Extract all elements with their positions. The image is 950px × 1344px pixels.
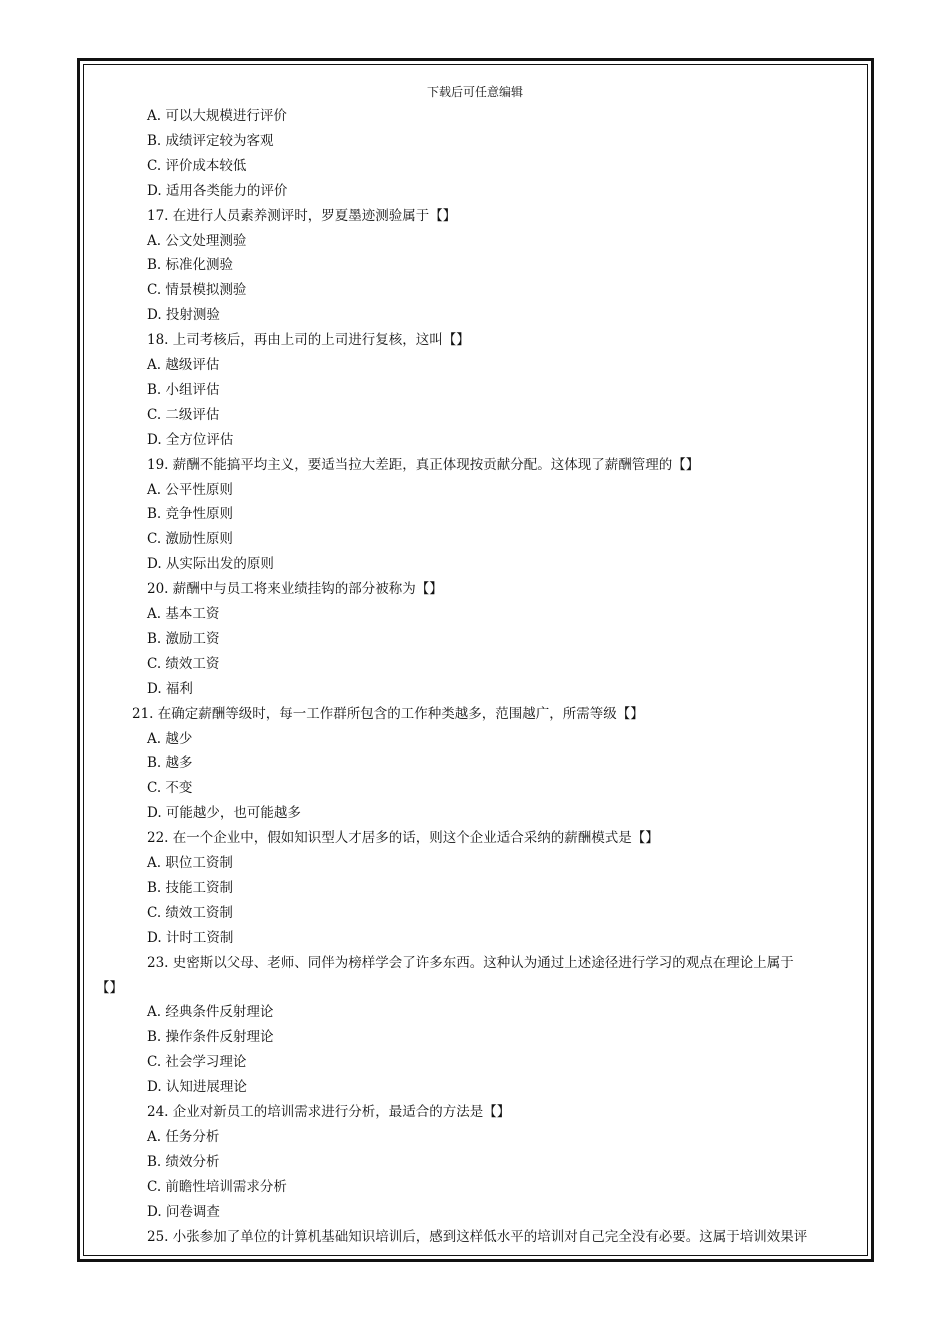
answer-option: A. 公文处理测验 <box>147 232 247 249</box>
answer-option: D. 认知进展理论 <box>147 1079 247 1096</box>
answer-option: A. 越级评估 <box>147 357 220 373</box>
answer-option: C. 激励性原则 <box>147 531 233 548</box>
page-header: 下载后可任意编辑 <box>426 85 523 99</box>
answer-option: C. 社会学习理论 <box>147 1054 247 1071</box>
question-stem: 17. 在进行人员素养测评时，罗夏墨迹测验属于【】 <box>147 207 457 224</box>
answer-option: B. 标准化测验 <box>147 257 234 274</box>
answer-option: B. 绩效分析 <box>147 1153 220 1170</box>
answer-option: D. 问卷调查 <box>147 1203 220 1220</box>
answer-option: B. 成绩评定较为客观 <box>147 132 274 149</box>
question-stem: 20. 薪酬中与员工将来业绩挂钩的部分被称为【】 <box>147 581 443 598</box>
answer-option: B. 技能工资制 <box>147 879 234 896</box>
answer-option: D. 适用各类能力的评价 <box>147 182 288 199</box>
question-stem: 19. 薪酬不能搞平均主义，要适当拉大差距，真正体现按贡献分配。这体现了薪酬管理的【】 <box>147 456 700 473</box>
answer-option: C. 评价成本较低 <box>147 157 247 174</box>
question-stem-continuation: 【】 <box>96 979 123 996</box>
question-stem: 23. 史密斯以父母、老师、同伴为榜样学会了许多东西。这种认为通过上述途径进行学习的观点在理论上属于 <box>147 954 794 971</box>
question-stem: 22. 在一个企业中，假如知识型人才居多的话，则这个企业适合采纳的薪酬模式是【】 <box>147 830 659 847</box>
answer-option: A. 可以大规模进行评价 <box>147 108 287 124</box>
answer-option: D. 从实际出发的原则 <box>147 556 274 573</box>
answer-option: C. 前瞻性培训需求分析 <box>147 1178 287 1195</box>
question-stem: 18. 上司考核后，再由上司的上司进行复核，这叫【】 <box>147 332 470 349</box>
answer-option: C. 绩效工资 <box>147 655 220 672</box>
answer-option: D. 福利 <box>147 680 193 697</box>
question-stem: 24. 企业对新员工的培训需求进行分析，最适合的方法是【】 <box>147 1104 511 1120</box>
answer-option: A. 基本工资 <box>147 606 220 622</box>
answer-option: B. 操作条件反射理论 <box>147 1029 274 1046</box>
answer-option: B. 激励工资 <box>147 630 220 647</box>
answer-option: C. 不变 <box>147 780 193 797</box>
answer-option: C. 二级评估 <box>147 406 220 423</box>
question-stem: 21. 在确定薪酬等级时，每一工作群所包含的工作种类越多，范围越广，所需等级【】 <box>132 705 644 722</box>
answer-option: D. 可能越少，也可能越多 <box>147 805 301 822</box>
answer-option: A. 任务分析 <box>147 1128 220 1145</box>
answer-option: B. 越多 <box>147 755 193 772</box>
answer-option: B. 竞争性原则 <box>147 506 234 523</box>
question-stem: 25. 小张参加了单位的计算机基础知识培训后，感到这样低水平的培训对自己完全没有必要。这属于培训效果评 <box>147 1228 808 1245</box>
answer-option: A. 公平性原则 <box>147 481 233 498</box>
answer-option: C. 情景模拟测验 <box>147 282 247 299</box>
answer-option: C. 绩效工资制 <box>147 904 233 921</box>
answer-option: A. 越少 <box>147 730 193 747</box>
answer-option: B. 小组评估 <box>147 381 220 398</box>
answer-option: D. 投射测验 <box>147 307 220 324</box>
answer-option: A. 职位工资制 <box>147 855 233 871</box>
answer-option: A. 经典条件反射理论 <box>147 1004 274 1021</box>
answer-option: D. 全方位评估 <box>147 431 234 448</box>
answer-option: D. 计时工资制 <box>147 929 234 946</box>
